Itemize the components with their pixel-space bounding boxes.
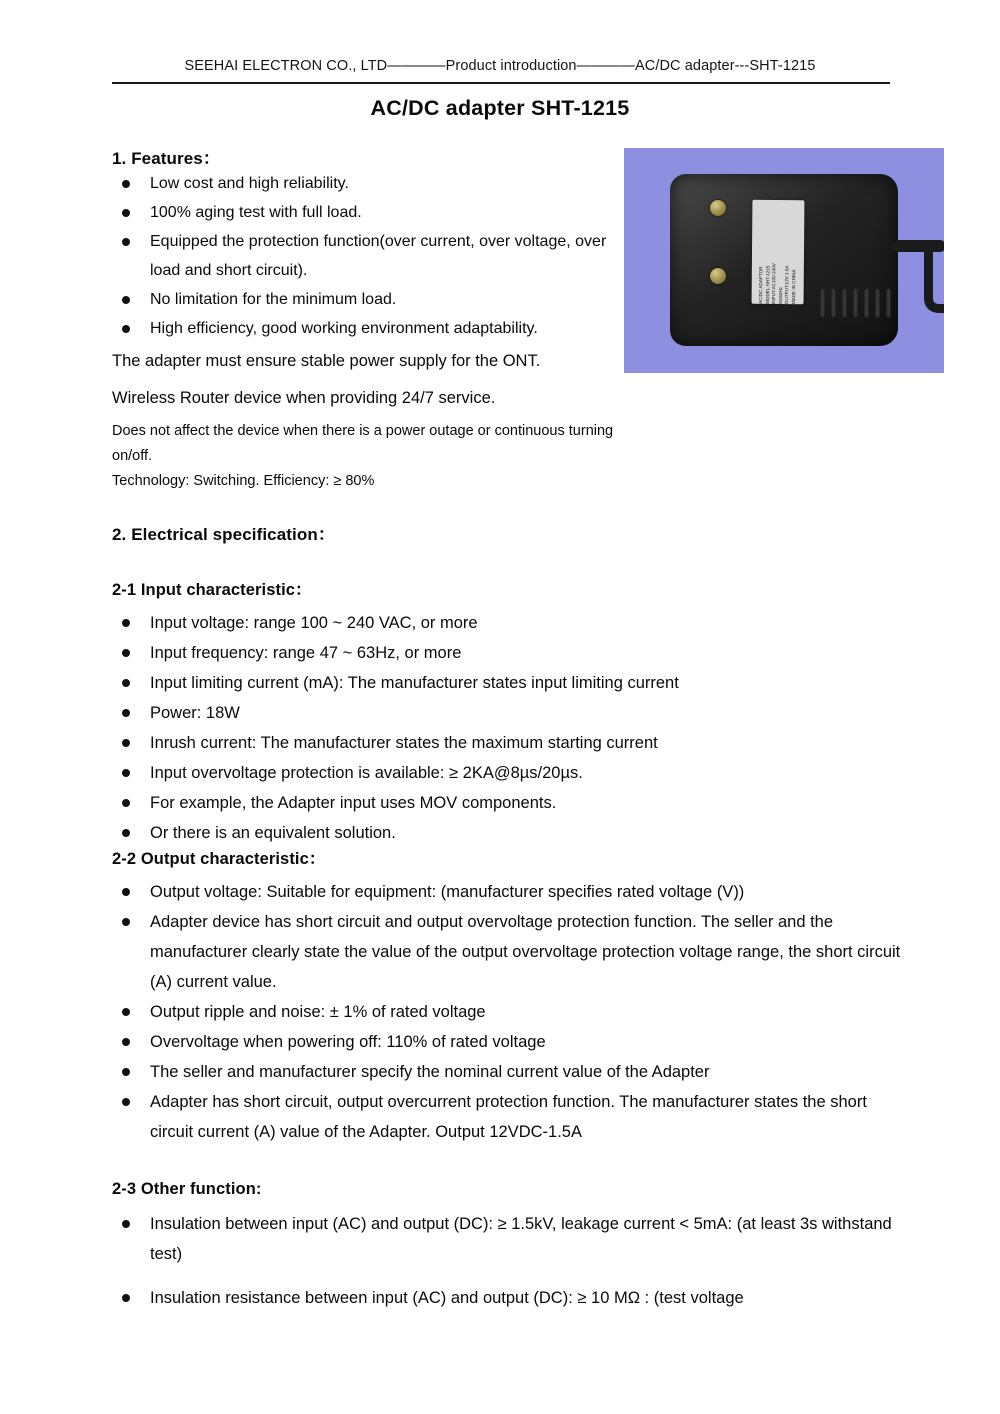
output-cable-bend bbox=[924, 244, 944, 313]
list-item: Equipped the protection function(over current, over voltage, over load and short circuit). bbox=[112, 227, 617, 285]
features-list bbox=[112, 169, 617, 343]
output-characteristic-heading: 2-2 Output characteristic： bbox=[112, 850, 326, 868]
features-tail-2: Wireless Router device when providing 24/7 service. bbox=[112, 389, 496, 407]
list-item: No limitation for the minimum load. bbox=[112, 285, 617, 314]
other-function-section bbox=[112, 1180, 922, 1327]
adapter-label-line: OUTPUT:12V 1.5A bbox=[784, 265, 790, 305]
list-item: Insulation resistance between input (AC) and output (DC): ≥ 10 MΩ : (test voltage bbox=[112, 1283, 922, 1313]
prong-icon bbox=[710, 200, 726, 216]
electrical-section bbox=[112, 520, 912, 545]
list-item: Power: 18W bbox=[112, 698, 922, 728]
list-item: Or there is an equivalent solution. bbox=[112, 818, 922, 848]
adapter-label-line: MADE IN CHINA bbox=[790, 269, 796, 305]
adapter-label-line: 50/60Hz bbox=[777, 286, 783, 305]
list-item: Insulation between input (AC) and output (DC): ≥ 1.5kV, leakage current < 5mA: (at least 3s withstand test) bbox=[112, 1209, 922, 1269]
output-characteristic-list bbox=[112, 877, 912, 1147]
list-item: Input limiting current (mA): The manufacturer states input limiting current bbox=[112, 668, 922, 698]
list-item: 100% aging test with full load. bbox=[112, 198, 617, 227]
electrical-heading: 2. Electrical specification： bbox=[112, 525, 335, 544]
prong-icon bbox=[710, 268, 726, 284]
header-divider bbox=[112, 82, 890, 84]
list-item: Low cost and high reliability. bbox=[112, 169, 617, 198]
list-item: Inrush current: The manufacturer states the maximum starting current bbox=[112, 728, 922, 758]
running-head: SEEHAI ELECTRON CO., LTD————Product introduction————AC/DC adapter---SHT-1215 bbox=[184, 58, 816, 74]
list-item: Input overvoltage protection is available: ≥ 2KA@8µs/20µs. bbox=[112, 758, 922, 788]
list-item: Output voltage: Suitable for equipment: (manufacturer specifies rated voltage (V)) bbox=[112, 877, 912, 907]
input-characteristic-list bbox=[112, 608, 922, 848]
list-item: Input frequency: range 47 ~ 63Hz, or more bbox=[112, 638, 922, 668]
list-item: Input voltage: range 100 ~ 240 VAC, or more bbox=[112, 608, 922, 638]
adapter-label-line: INPUT:AC100-240V bbox=[771, 263, 777, 304]
list-item: Output ripple and noise: ± 1% of rated voltage bbox=[112, 997, 912, 1027]
features-tail-1: The adapter must ensure stable power supply for the ONT. bbox=[112, 352, 541, 370]
output-characteristic-section bbox=[112, 845, 912, 1147]
vent-ridges-bottom bbox=[820, 288, 891, 318]
list-item: The seller and manufacturer specify the nominal current value of the Adapter bbox=[112, 1057, 912, 1087]
other-function-heading: 2-3 Other function: bbox=[112, 1180, 262, 1198]
list-item: For example, the Adapter input uses MOV components. bbox=[112, 788, 922, 818]
features-heading: 1. Features： bbox=[112, 149, 220, 168]
list-item: Overvoltage when powering off: 110% of rated voltage bbox=[112, 1027, 912, 1057]
other-function-list bbox=[112, 1209, 922, 1313]
adapter-label-line bbox=[758, 200, 798, 304]
input-characteristic-section bbox=[112, 576, 922, 848]
list-item: High efficiency, good working environment adaptability. bbox=[112, 314, 617, 343]
product-photo bbox=[624, 148, 944, 373]
list-item: Adapter device has short circuit and output overvoltage protection function. The seller and the manufacturer clearly state the value of the output overvoltage protection voltage range, the short circuit (A) current value. bbox=[112, 907, 912, 997]
list-item: Adapter has short circuit, output overcurrent protection function. The manufacturer states the short circuit current (A) value of the Adapter. Output 12VDC-1.5A bbox=[112, 1087, 912, 1147]
adapter-label-line: AC/DC ADAPTOR bbox=[758, 266, 764, 304]
features-section bbox=[112, 144, 617, 494]
adapter-rating-label bbox=[752, 200, 805, 304]
features-note-2: Technology: Switching. Efficiency: ≥ 80% bbox=[112, 473, 375, 489]
page-title: AC/DC adapter SHT-1215 bbox=[370, 96, 630, 120]
adapter-label-line: MODEL:SHT-1215 bbox=[764, 265, 770, 304]
input-characteristic-heading: 2-1 Input characteristic： bbox=[112, 581, 312, 599]
features-note-1: Does not affect the device when there is a power outage or continuous turning on/off. bbox=[112, 423, 614, 464]
